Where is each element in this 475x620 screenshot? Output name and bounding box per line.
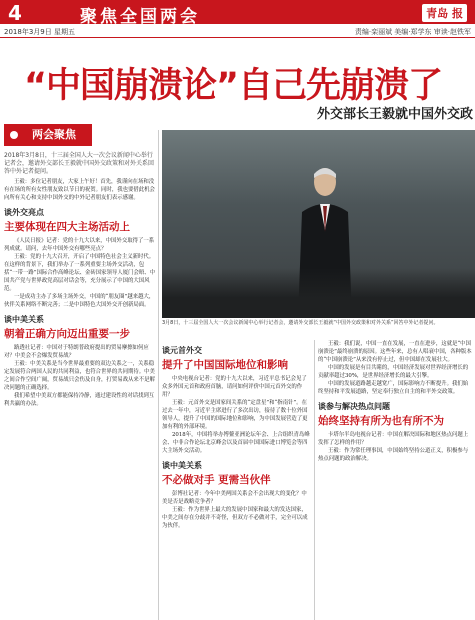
body-paragraph: 王毅：作为世界上最大的发展中国家和最大的发达国家，中美之间存在分歧并不奇怪，但双方不必做对手，完全可以成为伙伴。 <box>162 507 308 529</box>
body-paragraph: 王毅：我们说，中国一直在发展，一直在进步，这就是“中国崩溃论”最终崩溃的原因。这些年来，总有人唱衰中国，各种版本的“中国崩溃论”从来没有停止过，但中国却在发展壮大。 <box>318 341 472 363</box>
body-paragraph: 王毅：党的十九大召开，开启了中国特色社会主义新时代。在这样的背景下，我们举办了一系列重要主场外交活动，包括“一带一路”国际合作高峰论坛、金砖国家领导人厦门会晤、中国共产党与世界政党高层对话会等，充分展示了中国的大国风范。 <box>4 254 156 292</box>
body-paragraph: 一是成功主办了多场主场外交，中国的“朋友圈”越来越大，伙伴关系网络不断完善；二是中国特色大国外交开创新局面。 <box>4 294 155 308</box>
lead-paragraph: 2018年3月8日，十三届全国人大一次会议新闻中心举行记者会，邀请外交部长王毅就中国外交政策和对外关系回答中外记者提问。 <box>4 152 155 175</box>
body-paragraph: 彭博社记者：今年中美两国关系会不会出现大的变化？中美是否是战略竞争者？ <box>162 491 307 505</box>
body-paragraph: 路透社记者：中国对于特朗普政府提出的贸易摩擦如何应对？中美会不会爆发贸易战？ <box>4 345 149 359</box>
masthead-bar <box>0 0 475 27</box>
body-paragraph: 王毅：中美关系是当今世界最重要的双边关系之一，关系稳定发展符合两国人民的共同利益，也符合世界的共同期待。中美之间合作空间广阔，贸易战只会伤及自身，打贸易战从来不是解决问题的正确选择。 <box>4 361 155 391</box>
ribbon-label: 两会聚焦 <box>32 128 76 141</box>
section-ribbon <box>4 124 92 146</box>
column-2 <box>162 340 310 530</box>
body-paragraph: 中国的发展道路越走越宽广，国际影响力不断提升。我们始终坚持和平发展道路，坚定奉行独立自主的和平外交政策。 <box>318 381 469 395</box>
section-title: 提升了中国国际地位和影响 <box>162 359 288 371</box>
body-paragraph: 王毅：作为常任理事国，中国始终坚持公道正义，积极参与热点问题的政治解决。 <box>318 448 469 462</box>
newspaper-logo: 青岛 报 <box>422 4 467 22</box>
editor-credits: 责编·栾丽斌 美编·郑学东 审读·赵铁军 <box>354 28 471 36</box>
section-kicker: 谈中美关系 <box>162 461 202 470</box>
body-paragraph: 王毅：元首外交是国家间关系的“定盘星”和“指南针”。在过去一年中，习近平主席进行了多次出访，接待了数十位外国领导人，提升了中国的国际地位和影响，为中国发展营造了更加有利的外部环境。 <box>162 400 308 430</box>
section-title: 聚焦全国两会 <box>80 7 200 27</box>
section-kicker: 谈中美关系 <box>4 315 44 324</box>
intro-answer: 王毅：多位记者朋友，大家上午好！首先，我谨向在场和没有在场的所有女性朋友致以节日的祝贺。同时，我也要借此机会向所有关心和支持中国外交的中外记者朋友们表示感谢。 <box>4 179 155 201</box>
column-divider <box>158 130 159 620</box>
page-number: 4 <box>8 1 22 25</box>
body-paragraph: 我们希望中美双方都能保持冷静，通过建设性的对话找到互利共赢的办法。 <box>4 393 155 407</box>
body-paragraph: 卡塔尔半岛电视台记者：中国在解决国际和地区热点问题上发挥了怎样的作用？ <box>318 432 469 446</box>
section-title: 不必做对手 更需当伙伴 <box>162 474 271 486</box>
date-line-bar <box>0 25 475 38</box>
audience-silhouettes <box>162 268 475 318</box>
body-paragraph: 2018年，中国将举办博鳌亚洲论坛年会、上合组织青岛峰会、中非合作论坛北京峰会以及首届中国国际进口博览会等四大主场外交活动。 <box>162 432 310 454</box>
body-paragraph: 中央电视台记者：党的十九大以来，习近平总书记会见了众多外国元首和政府首脑，请问如何评价中国元首外交的作用？ <box>162 376 307 398</box>
section-title: 主要体现在四大主场活动上 <box>4 221 130 233</box>
body-paragraph: 中国的发展是有目共睹的，中国经济发展对世界经济增长的贡献率超过30%，是世界经济增长的最大引擎。 <box>318 365 469 379</box>
sub-headline: 外交部长王毅就中国外交政 <box>316 107 473 122</box>
section-title: 朝着正确方向迈出重要一步 <box>4 328 130 340</box>
section-kicker: 谈参与解决热点问题 <box>318 402 390 411</box>
section-kicker: 谈外交亮点 <box>4 208 44 217</box>
section-kicker: 谈元首外交 <box>162 346 202 355</box>
column-1 <box>4 152 156 408</box>
main-headline: “中国崩溃论”自己先崩溃了 <box>24 66 443 106</box>
body-paragraph: 《人民日报》记者：党的十九大以来，中国外交取得了一系列成就。请问，去年中国外交有哪些亮点？ <box>4 238 155 252</box>
photo-caption: 3月8日，十三届全国人大一次会议新闻中心举行记者会，邀请外交部长王毅就“中国外交政策和对外关系”回答中外记者提问。 <box>162 320 439 326</box>
issue-date: 2018年3月9日 星期五 <box>4 28 75 36</box>
section-title: 始终坚持有所为也有所不为 <box>318 415 444 427</box>
press-conference-photo <box>162 130 475 318</box>
column-3 <box>318 340 472 463</box>
column-divider <box>314 340 315 620</box>
